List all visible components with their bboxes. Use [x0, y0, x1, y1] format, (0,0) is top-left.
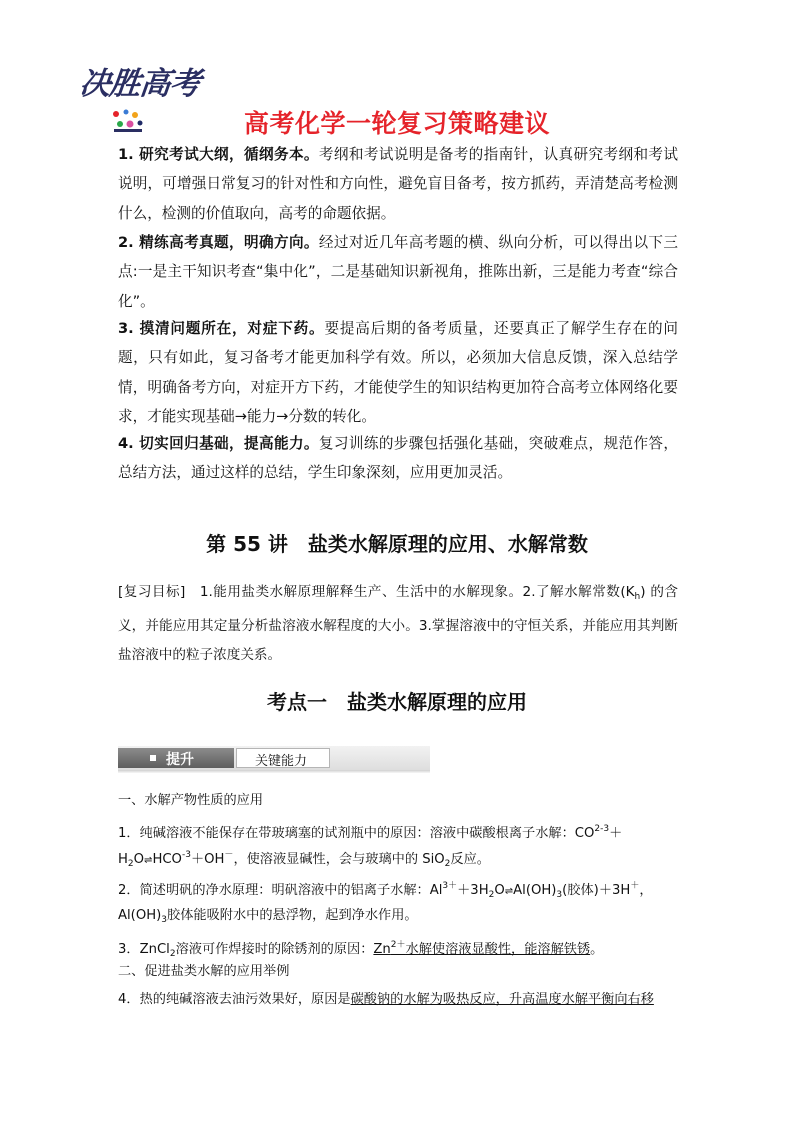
- item-text: Al(OH): [513, 883, 557, 898]
- equilibrium-arrow-icon: ⇌: [144, 855, 153, 866]
- item-text: 1．纯碱溶液不能保存在带玻璃塞的试剂瓶中的原因：溶液中碳酸根离子水解：CO: [118, 826, 595, 841]
- item-text: H: [118, 852, 128, 867]
- banner-tab-key-ability: [236, 748, 330, 768]
- banner-light-label: 关键能力: [255, 754, 308, 769]
- subscript: 3: [556, 890, 563, 900]
- superscript: ＋: [630, 881, 640, 891]
- item-text: ＋3H: [457, 883, 489, 898]
- item-text: 溶液可作焊接时的除锈剂的原因：: [175, 942, 374, 957]
- section-heading-2: 二、促进盐类水解的应用举例: [118, 964, 290, 979]
- item-text: 2．简述明矾的净水原理：明矾溶液中的铝离子水解：Al: [118, 883, 443, 898]
- strategy-paragraph-2: [118, 228, 678, 316]
- section-heading-1: 一、水解产物性质的应用: [118, 793, 264, 808]
- equilibrium-arrow-icon: ⇌: [504, 886, 514, 897]
- strategy-paragraph-3: [118, 314, 678, 431]
- section-banner: [118, 746, 430, 772]
- answer-underlined: 碳酸钠的水解为吸热反应，升高温度水解平衡向右移: [350, 992, 654, 1007]
- item-text: 反应。: [450, 852, 490, 867]
- review-objectives: [118, 578, 678, 670]
- item-text: HCO: [152, 852, 182, 867]
- subscript: 2: [488, 890, 495, 900]
- item-3: [118, 935, 678, 964]
- review-text: ) 的含义，并能应用其定量分析盐溶液水解程度的大小。3.掌握溶液中的守恒关系，并能应用其判断盐溶液中的粒子浓度关系。: [118, 584, 679, 663]
- strategy-lead: 1. 研究考试大纲，循纲务本。: [118, 146, 319, 163]
- item-text: 4．热的纯碱溶液去油污效果好，原因是: [118, 992, 351, 1007]
- superscript: 2-3: [594, 824, 610, 834]
- item-2-line-1: [118, 876, 678, 905]
- item-text: 。: [590, 942, 604, 957]
- superscript: -3: [181, 850, 191, 860]
- subscript: 2: [444, 859, 451, 869]
- answer-underlined: [373, 942, 590, 957]
- superscript: 2＋: [390, 940, 406, 950]
- strategy-text: 经过对近几年高考题的横、纵向分析，可以得出以下三点:一是主干知识考查“集中化”，二是基础知识新视角，推陈出新，三是能力考查“综合化”。: [118, 234, 678, 310]
- review-label: [复习目标]: [118, 584, 186, 600]
- review-subscript: h: [634, 592, 641, 602]
- item-text: ，: [639, 883, 653, 898]
- item-text: O: [494, 883, 505, 898]
- item-text: (胶体)＋3H: [562, 883, 631, 898]
- item-2-line-2: [118, 906, 678, 930]
- review-text: 1.能用盐类水解原理解释生产、生活中的水解现象。2.了解水解常数(K: [185, 584, 635, 600]
- section-title: 考点一 盐类水解原理的应用: [267, 690, 527, 714]
- item-text: O: [133, 852, 145, 867]
- item-text: ，使溶液显碱性，会与玻璃中的 SiO: [233, 852, 445, 867]
- item-4: [118, 990, 678, 1010]
- lesson-title: 第 55 讲 盐类水解原理的应用、水解常数: [206, 532, 588, 556]
- item-text: 胶体能吸附水中的悬浮物，起到净水作用。: [167, 908, 418, 923]
- subscript: 3: [161, 915, 168, 925]
- item-text: 水解使溶液显酸性，能溶解铁锈: [405, 942, 591, 957]
- item-text: ＋: [609, 826, 623, 841]
- item-text: Zn: [373, 942, 391, 957]
- item-text: Al(OH): [118, 908, 162, 923]
- strategy-text: 考纲和考试说明是备考的指南针，认真研究考纲和考试说明，可增强日常复习的针对性和方向性，避免盲目备考，按方抓药，弄清楚高考检测什么，检测的价值取向，高考的命题依据。: [118, 146, 678, 222]
- square-icon: [150, 755, 156, 761]
- banner-dark-label: 提升: [166, 752, 194, 768]
- strategy-paragraph-4: [118, 429, 678, 488]
- strategy-paragraph-1: [118, 140, 678, 228]
- superscript: 3＋: [442, 881, 458, 891]
- item-text: ＋OH: [190, 852, 225, 867]
- logo-text: 决胜高考: [77, 66, 202, 102]
- item-1-line-2: [118, 845, 678, 874]
- strategy-lead: 3. 摸清问题所在，对症下药。: [118, 320, 325, 337]
- item-text: 3．ZnCl: [118, 942, 170, 957]
- strategy-text: 复习训练的步骤包括强化基础，突破难点，规范作答，总结方法，通过这样的总结，学生印象深刻，应用更加灵活。: [118, 435, 678, 482]
- strategy-lead: 2. 精练高考真题，明确方向。: [118, 234, 319, 251]
- banner-shadow: [118, 770, 430, 773]
- strategy-text: 要提高后期的备考质量，还要真正了解学生存在的问题，只有如此，复习备考才能更加科学有效。所以，必须加大信息反馈，深入总结学情，明确备考方向，对症开方下药，才能使学生的知识结构更加符合高考立体网络化要求，才能实现基础→能力→分数的转化。: [118, 320, 678, 425]
- subscript: 2: [169, 949, 176, 959]
- page-title: 高考化学一轮复习策略建议: [243, 109, 550, 138]
- subscript: 2: [127, 859, 134, 869]
- item-1-line-1: [118, 819, 678, 844]
- strategy-lead: 4. 切实回归基础，提高能力。: [118, 435, 319, 452]
- banner-tab-improve: [118, 748, 234, 768]
- superscript: －: [224, 850, 234, 860]
